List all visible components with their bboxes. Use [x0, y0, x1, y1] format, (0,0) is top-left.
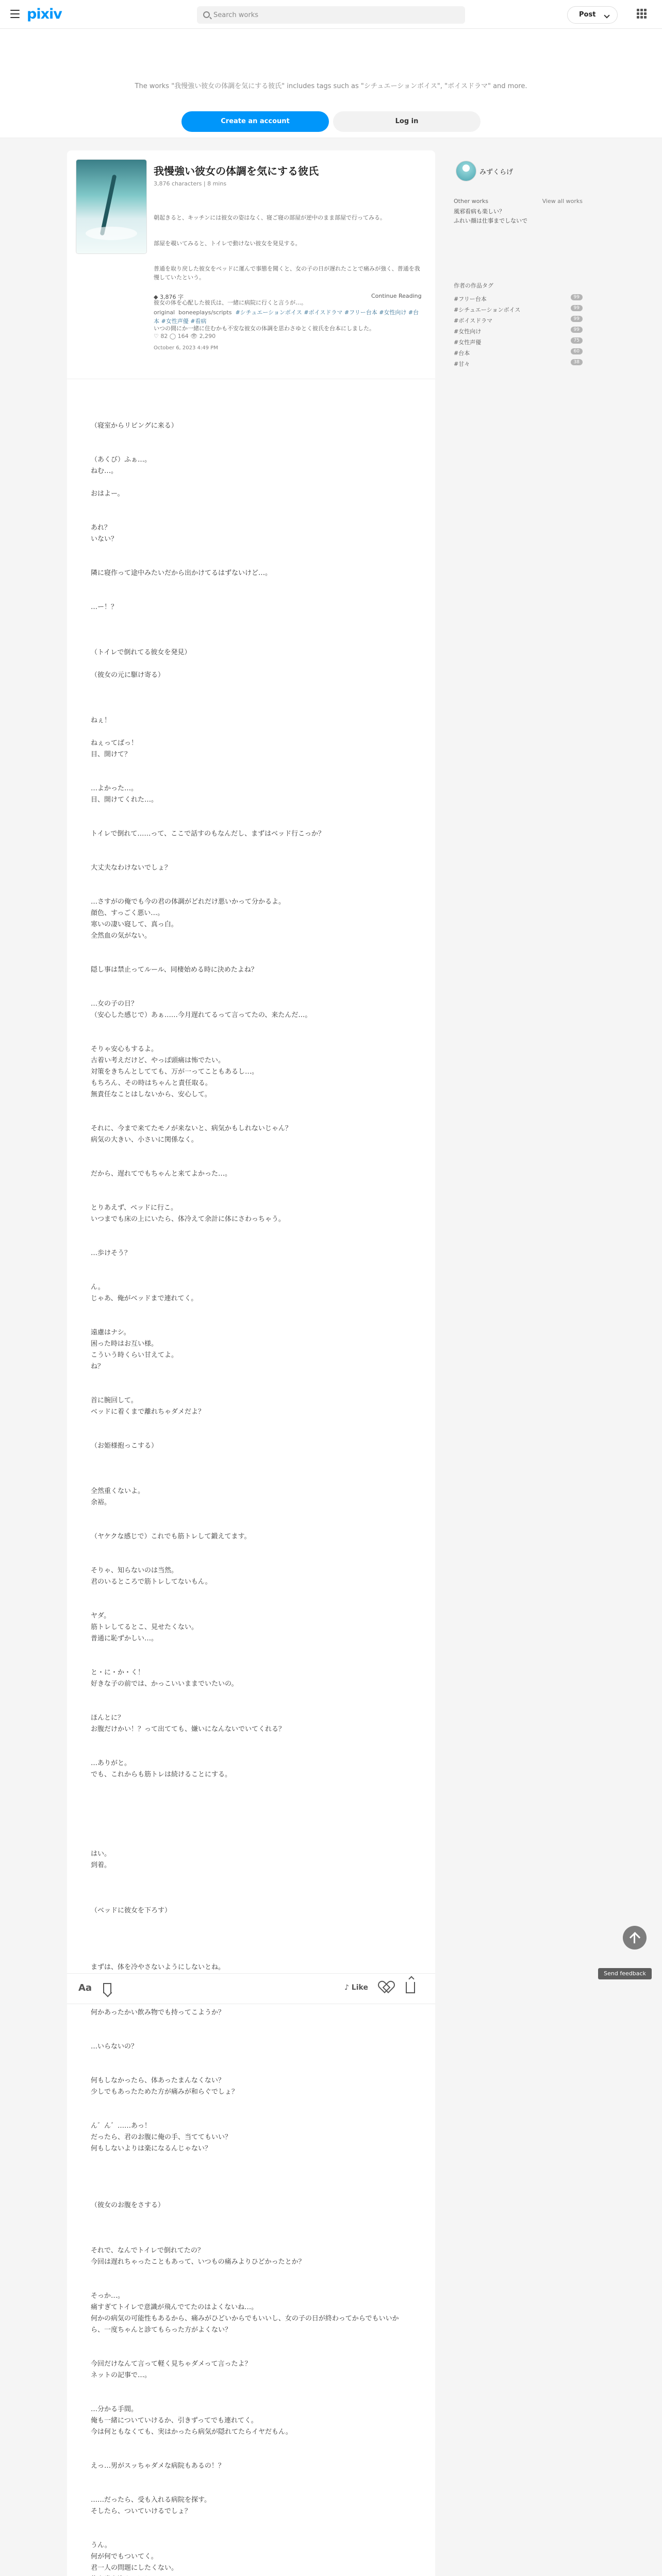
story-line [91, 1384, 410, 1395]
story-line [91, 590, 410, 602]
story-line [91, 1928, 410, 1939]
story-line [91, 2155, 410, 2166]
story-line [91, 1157, 410, 1168]
story-line: 余裕。 [91, 1499, 111, 1506]
story-line: 何もしなかったら、体あったまんなくない？ [91, 2077, 225, 2084]
story-line [91, 2472, 410, 2483]
story-line [91, 851, 410, 862]
tag-item[interactable]: #看病 [190, 318, 207, 325]
story-line [91, 1554, 410, 1565]
tag-item[interactable]: #ボイスドラマ [304, 309, 343, 316]
story-line [91, 1032, 410, 1044]
story-line [91, 2019, 410, 2030]
tag-item[interactable]: #フリー台本 [344, 309, 377, 316]
story-line [91, 1803, 410, 1815]
novel-panel [67, 150, 435, 2576]
author-tag-name: #女性声優 [454, 339, 482, 346]
story-line [91, 2177, 410, 2189]
work-meta: 3,876 characters | 8 mins [154, 180, 227, 187]
search-icon [203, 11, 210, 18]
avatar[interactable] [456, 161, 476, 181]
story-line [91, 1021, 410, 1032]
story-line [91, 1191, 410, 1202]
reader-action-bar [67, 1973, 435, 2004]
story-line: もちろん、その時はちゃんと責任取る。 [91, 1079, 212, 1087]
story-line: （彼女の元に駆け寄る） [91, 671, 165, 679]
story-line: 隣に寝作って途中みたいだから出かけてるはずないけど…。 [91, 569, 272, 577]
story-line: 首に腕回して。 [91, 1397, 138, 1404]
story-line: でも、これからも筋トレは続けることにする。 [91, 1771, 232, 1778]
work-stats: ♡ 82 ◯ 164 👁 2,290 [154, 333, 216, 340]
story-line: そりゃ、知らないのは当然。 [91, 1567, 178, 1574]
story-line: …よかった…。 [91, 785, 138, 792]
story-line [91, 1735, 410, 1747]
story-line: ねむ…。 [91, 467, 118, 475]
story-line [91, 1917, 410, 1928]
story-line [91, 1826, 410, 1837]
story-line [91, 692, 410, 704]
story-line [91, 2030, 410, 2041]
story-line: …いらないの？ [91, 2043, 138, 2050]
story-line [91, 1543, 410, 1554]
story-line: ヤダ。 [91, 1612, 111, 1620]
story-line: 筋トレしてるとこ、見せたくない。 [91, 1623, 198, 1631]
author-tag[interactable] [454, 360, 583, 368]
story-text [91, 420, 410, 2576]
caption-line: 普通を取り戻した彼女をベッドに運んで事態を聞くと、女の子の日が遅れたことで痛みが強く、普通を我慢していたという。 [154, 265, 420, 281]
login-button[interactable]: Log in [333, 111, 481, 132]
view-all-works-link[interactable]: View all works [542, 198, 583, 205]
author-tag-name: #フリー台本 [454, 296, 487, 302]
story-line [91, 2053, 410, 2064]
story-line: …ー！？ [91, 603, 118, 611]
story-line [91, 1871, 410, 1883]
pixiv-logo[interactable]: pixiv [27, 6, 62, 22]
story-line [91, 874, 410, 885]
heart-icon[interactable] [380, 1981, 392, 1993]
story-line [91, 976, 410, 987]
author-tag-name: #台本 [454, 350, 470, 357]
tag-count: 38 [571, 359, 583, 365]
story-line: と・に・か・く！ [91, 1669, 145, 1676]
story-line: 何かあったかい飲み物でも持ってこようか？ [91, 2009, 225, 2016]
story-line [91, 613, 410, 624]
story-line [91, 1588, 410, 1599]
story-line [91, 2438, 410, 2449]
author-name[interactable]: みずくらげ [479, 168, 514, 176]
story-line [91, 2223, 410, 2234]
story-line [91, 2574, 410, 2576]
grid-icon[interactable] [636, 8, 648, 20]
story-line [91, 2483, 410, 2495]
story-line [91, 1452, 410, 1463]
story-line [91, 953, 410, 964]
story-line [91, 443, 410, 454]
story-line: （ベッドに彼女を下ろす） [91, 1907, 172, 1914]
story-line [91, 1781, 410, 1792]
story-line [91, 658, 410, 670]
author-tag[interactable] [454, 306, 583, 314]
story-line [91, 636, 410, 647]
tag-count: 99 [571, 294, 583, 300]
publish-date: October 6, 2023 4:49 PM [154, 345, 218, 351]
caption-line: 彼女の体を心配した彼氏は、一緒に病院に行くと言うが…。 [154, 299, 307, 306]
story-line: いない？ [91, 535, 118, 543]
story-line [91, 760, 410, 772]
story-line [91, 579, 410, 590]
story-line [91, 2189, 410, 2200]
story-line: 目、開けてくれた…。 [91, 796, 158, 804]
top-header [0, 0, 662, 29]
story-line: だから、遅れてでもちゃんと来てよかった…。 [91, 1170, 232, 1178]
tag-count: 99 [571, 327, 583, 333]
story-line: まずは、体を冷やさないようにしないとね。 [91, 1963, 225, 1971]
story-line: 大丈夫なわけないでしょ？ [91, 864, 172, 872]
story-line: うん。 [91, 2541, 111, 2549]
story-line: いつまでも床の上にいたら、体冷えて余計に体にさわっちゃう。 [91, 1215, 285, 1223]
story-line [91, 2381, 410, 2393]
feedback-button[interactable]: Send feedback [598, 1968, 652, 1979]
story-line [91, 1701, 410, 1713]
story-line: （ヤケクな感じで）これでも筋トレして鍛えてます。 [91, 1533, 251, 1540]
story-line: 普通に恥ずかしい…。 [91, 1635, 158, 1642]
story-line: 君のいるところで筋トレしてないもん。 [91, 1578, 212, 1586]
story-line: 寒いの凄い寝して、真っ白。 [91, 921, 178, 928]
share-icon[interactable] [406, 1982, 415, 1993]
continue-reading-link[interactable]: Continue Reading [371, 293, 422, 299]
story-line [91, 1463, 410, 1475]
story-line: あれ？ [91, 524, 111, 532]
story-line [91, 2529, 410, 2540]
tag-list [154, 308, 422, 326]
story-line [91, 2211, 410, 2223]
story-line [91, 2347, 410, 2359]
story-line: 困った時はお互い様。 [91, 1340, 158, 1348]
story-line: 対策をきちんとしてても、万が一ってこともあるし…。 [91, 1068, 259, 1076]
story-line [91, 2109, 410, 2121]
story-line [91, 2393, 410, 2404]
story-line: 何もしないよりは楽になるんじゃない？ [91, 2145, 212, 2153]
story-line [91, 1475, 410, 1486]
story-line [91, 681, 410, 692]
story-line: 痛すぎてトイレで意識が飛んでてたのはよくないね…。 [91, 2303, 258, 2311]
author-tags-title: 作者の作品タグ [454, 282, 493, 289]
story-line [91, 726, 410, 738]
tag-count: 99 [571, 316, 583, 322]
story-line: ……だったら、受も入れる病院を探す。 [91, 2496, 211, 2504]
story-line [91, 1690, 410, 1701]
story-line: …ありがと。 [91, 1759, 131, 1767]
story-line: 好きな子の前では、かっこいいままでいたいの。 [91, 1680, 238, 1688]
story-line: （安心した感じで）あぁ……今月遅れてるって言ってたの、来たんだ…。 [91, 1011, 312, 1019]
story-line [91, 477, 410, 488]
story-line [91, 1520, 410, 1531]
story-line [91, 2234, 410, 2245]
story-line [91, 432, 410, 443]
tag-item[interactable]: #女性向け [379, 309, 407, 316]
story-line: ねぇ！ [91, 717, 111, 724]
story-line: お腹だけかい！？って出てても、嫌いになんないでいてくれる？ [91, 1725, 286, 1733]
story-line: じゃあ、俺がベッドまで連れてく。 [91, 1295, 198, 1302]
story-line [91, 1747, 410, 1758]
story-line: （彼女のお腹をさする） [91, 2201, 165, 2209]
story-line: …女の子の日？ [91, 1000, 138, 1008]
tag-count: 75 [571, 337, 583, 344]
author-tag-name: #シチュエーションボイス [454, 307, 521, 313]
story-line [91, 1316, 410, 1327]
story-line [91, 1180, 410, 1191]
story-line [91, 2279, 410, 2291]
story-line [91, 1112, 410, 1123]
story-line: そりゃ安心もするよ。 [91, 1045, 158, 1053]
story-line: ベッドに着くまで離れちゃダメだよ？ [91, 1408, 205, 1416]
story-line [91, 2517, 410, 2529]
story-line: 全然血の気がない。 [91, 932, 152, 940]
story-line: こういう時くらい甘えてよ。 [91, 1351, 178, 1359]
story-line [91, 1429, 410, 1440]
story-line [91, 1792, 410, 1803]
tag-count: 99 [571, 305, 583, 311]
story-line: ほんとに？ [91, 1714, 125, 1722]
menu-icon[interactable] [10, 10, 20, 19]
create-account-button[interactable]: Create an account [181, 111, 329, 132]
tag-original[interactable]: original [154, 309, 175, 316]
story-line [91, 840, 410, 851]
tag-item[interactable]: #女性声優 [161, 318, 189, 325]
story-line [91, 2268, 410, 2279]
character-count: ◆ 3,876 字 [154, 294, 184, 300]
story-line [91, 1656, 410, 1667]
story-line [91, 2098, 410, 2109]
story-line [91, 817, 410, 828]
story-line: …さすがの俺でも今の君の体調がどれだけ悪いかって分かるよ。 [91, 898, 286, 906]
story-line: （あくび）ふぁ…。 [91, 456, 152, 464]
search-input[interactable]: Search works [213, 11, 259, 19]
author-tag-name: #ボイスドラマ [454, 317, 493, 324]
scroll-top-button[interactable] [623, 1926, 647, 1950]
story-line [91, 1225, 410, 1236]
story-line [91, 1883, 410, 1894]
other-works [454, 198, 583, 224]
caption-line: いつの間にか一緒に住むかも不安な彼女の体調を思わさゆとく彼氏を台本にしました。 [154, 325, 375, 332]
story-line [91, 1100, 410, 1112]
story-line: 隠し事は禁止ってルール、同棲始める時に決めたよね？ [91, 966, 258, 974]
story-line: ん。 [91, 1283, 105, 1291]
story-line: （お姫様抱っこする） [91, 1442, 158, 1450]
story-line [91, 1418, 410, 1429]
other-work-link[interactable]: ふれい顔は仕事までしないで [454, 217, 527, 224]
story-line [91, 2166, 410, 2177]
story-line: （寝室からリビングに来る） [91, 422, 178, 430]
work-caption [154, 197, 422, 350]
story-line [91, 556, 410, 568]
like-button[interactable]: ♪ Like [344, 1984, 368, 1992]
author-tag[interactable] [454, 349, 583, 357]
story-line [91, 1146, 410, 1157]
story-line [91, 2336, 410, 2347]
story-line: 何かの病気の可能性もあるから、痛みがひどいからでもいいし、女の子の日が終わってからでもいいから、一度ちゃんと診てもらった方がよくない？ [91, 2315, 399, 2334]
story-line: 古着い考えだけど、やっぱ頭痛は怖でたい。 [91, 1057, 225, 1064]
story-line: 俺も一緒についていけるか、引きずってでも連れてく。 [91, 2417, 258, 2425]
story-line: 病気の大きい、小さいに関係なく。 [91, 1136, 198, 1144]
story-line: 君一人の問題にしたくない。 [91, 2564, 178, 2572]
story-line: トイレで倒れて……って、ここで話すのもなんだし、まずはベッド行こっか？ [91, 830, 325, 838]
signup-promo [0, 29, 662, 138]
bookmark-icon[interactable] [103, 1983, 111, 1993]
font-settings-button[interactable]: Aa [78, 1982, 92, 1993]
story-line: 到着。 [91, 1861, 111, 1869]
story-line [91, 1939, 410, 1951]
story-line [91, 1270, 410, 1282]
story-line [91, 500, 410, 511]
story-line [91, 1372, 410, 1384]
caption-line: 部屋を覗いてみると、トイレで動けない彼女を発見する。 [154, 240, 301, 247]
story-line [91, 545, 410, 556]
story-line: そっか…。 [91, 2292, 125, 2300]
promo-description: The works "我慢強い彼女の体調を気にする彼氏" includes tags such as "シチュエーションボイス", "ボイスドラマ" and more. [135, 82, 527, 90]
other-works-title: Other works [454, 198, 489, 205]
story-line [91, 1304, 410, 1316]
story-line [91, 942, 410, 953]
post-button[interactable]: Post [567, 6, 618, 24]
tag-item[interactable]: #台本 [154, 309, 419, 325]
search-box[interactable] [197, 6, 465, 24]
story-line: 無責任なことはしないから、安心して。 [91, 1091, 211, 1098]
story-line: 遠慮はナシ。 [91, 1329, 130, 1336]
story-line [91, 1894, 410, 1905]
author-tag-name: #女性向け [454, 328, 482, 335]
story-line: 顔色、すっごく悪い…。 [91, 909, 164, 917]
author-tag[interactable] [454, 316, 583, 325]
story-line [91, 2449, 410, 2461]
tag-item[interactable]: #シチュエーションボイス [235, 309, 302, 316]
author-tag[interactable] [454, 295, 583, 303]
story-line [91, 704, 410, 715]
story-line: それに、今まで来てたモノが来ないと、病気かもしれないじゃん？ [91, 1125, 292, 1132]
story-line [91, 1645, 410, 1656]
cover-image[interactable] [76, 160, 146, 253]
work-title: 我慢強い彼女の体調を気にする彼氏 [154, 165, 319, 177]
story-line: えっ…男がスッちゃダメな病院もあるの！？ [91, 2462, 225, 2470]
story-line [91, 1599, 410, 1611]
story-line [91, 511, 410, 522]
story-line: ねぇってばっ！ [91, 739, 138, 747]
story-line: …歩けそう？ [91, 1249, 131, 1257]
story-line [91, 772, 410, 783]
other-work-link[interactable]: 風邪看病も楽しい？ [454, 208, 505, 215]
story-line [91, 806, 410, 817]
story-line: ネットの記事で…。 [91, 2371, 152, 2379]
story-line [91, 2064, 410, 2075]
story-line: 全然重くないよ。 [91, 1487, 145, 1495]
author-tag[interactable] [454, 327, 583, 335]
story-line: ん゛ん゛……あっ！ [91, 2122, 151, 2130]
tag-count: 60 [571, 348, 583, 354]
story-line: 今は何ともなくても、実はかったら病気が隠れてたらイヤだもん。 [91, 2428, 292, 2436]
story-line [91, 1951, 410, 1962]
story-line: …分かる手間。 [91, 2405, 138, 2413]
story-line: 少しでもあったためた方が痛みが和らぐでしょ？ [91, 2088, 238, 2096]
story-line [91, 1837, 410, 1849]
story-line: 目、開けて？ [91, 751, 131, 758]
author-tag[interactable] [454, 338, 583, 346]
story-line: おはよー。 [91, 490, 124, 498]
story-line: ね？ [91, 1363, 105, 1370]
story-line: 何が何でもついてく。 [91, 2553, 158, 2561]
story-line: とりあえず、ベッドに行こ。 [91, 1204, 177, 1212]
story-line: だったら、君のお腹に俺の手、当ててもいい？ [91, 2133, 232, 2141]
story-line [91, 624, 410, 636]
author-tag-name: #甘々 [454, 361, 470, 367]
story-line [91, 885, 410, 896]
tag-script-link[interactable]: boneeplays/scripts [178, 309, 232, 316]
story-line [91, 1259, 410, 1270]
story-line [91, 987, 410, 998]
story-line [91, 1236, 410, 1248]
story-line: 今回だけなんて言って軽く見ちゃダメって言ったよ？ [91, 2360, 252, 2368]
story-line: そしたら、ついていけるでしょ？ [91, 2507, 191, 2515]
story-line: （トイレで倒れてる彼女を発見） [91, 649, 191, 656]
story-line: 今回は遅れちゃったこともあって、いつもの痛みよりひどかったとか？ [91, 2258, 305, 2266]
story-line: それで、なんでトイレで倒れてたの？ [91, 2247, 204, 2255]
story-line [91, 1509, 410, 1520]
story-line [91, 1815, 410, 1826]
caption-line: 朝起きると、キッチンには彼女の姿はなく、寝ご寝の部屋が逆中のまま部屋で行ってみる。 [154, 214, 386, 221]
story-line: はい。 [91, 1850, 111, 1858]
work-info-card [67, 150, 435, 379]
